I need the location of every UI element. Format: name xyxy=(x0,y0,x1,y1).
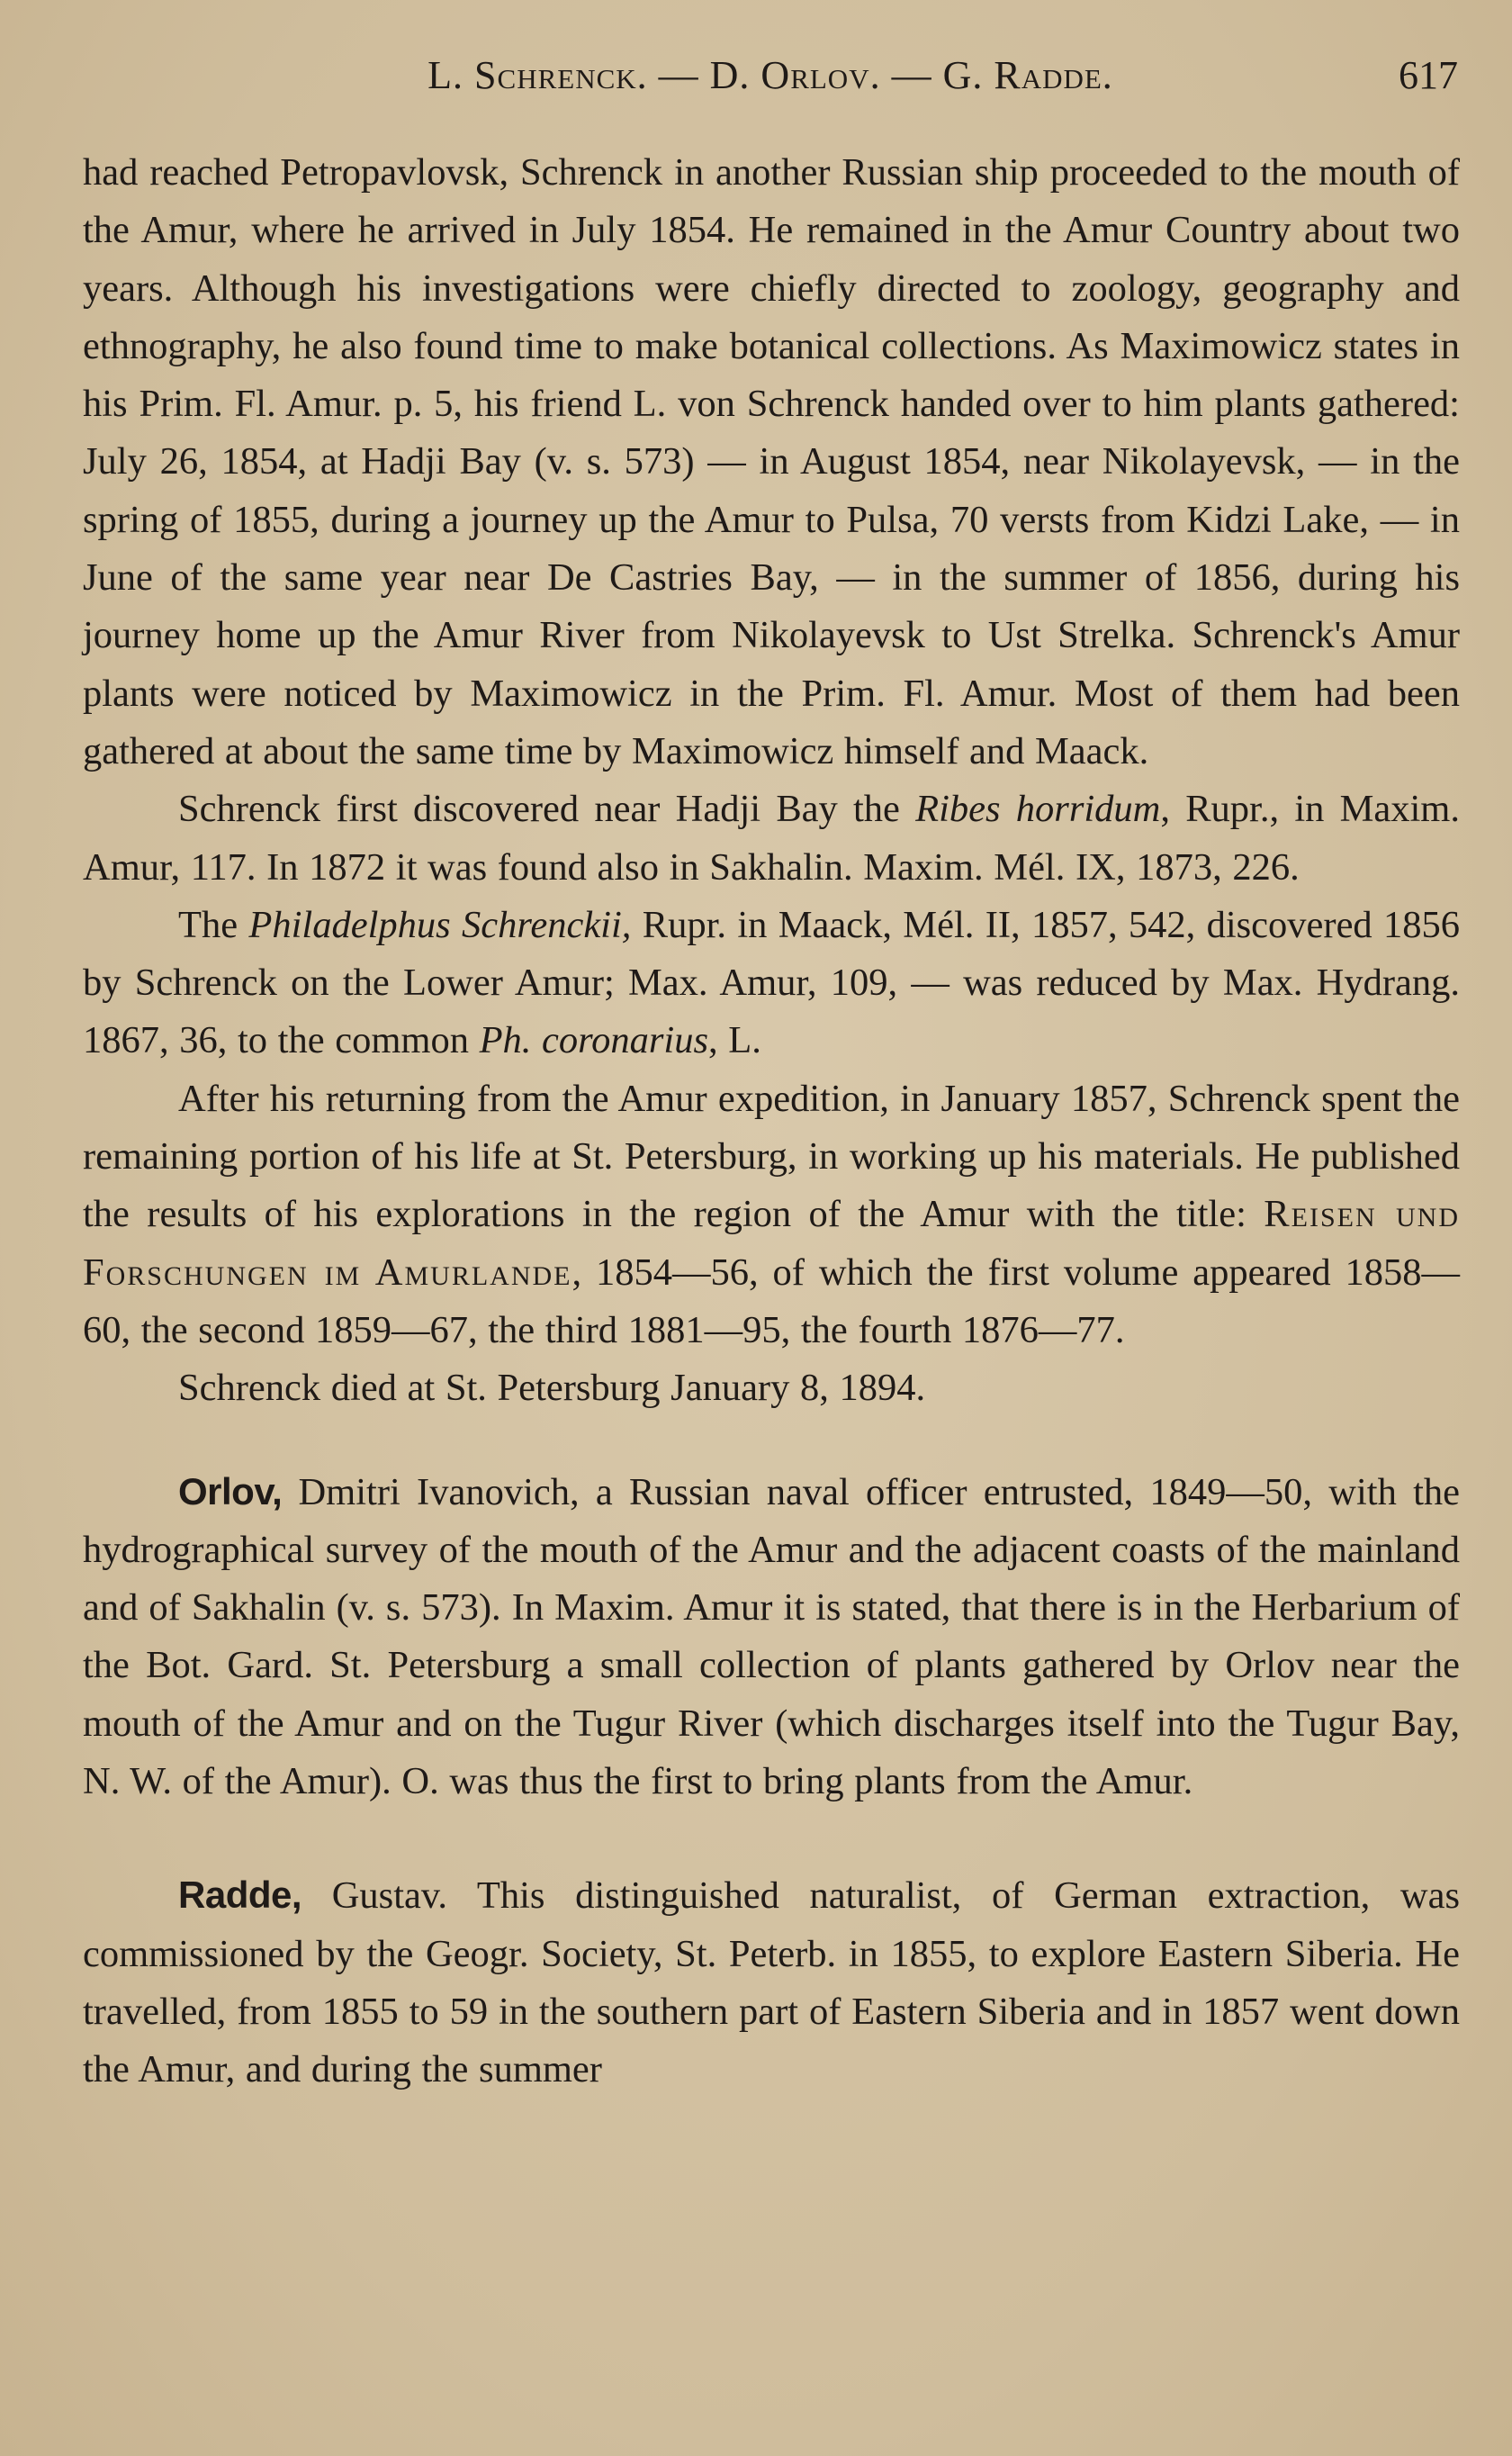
paragraph-philadelphus xyxy=(83,897,1460,1070)
paragraph-text: , L. xyxy=(708,1019,761,1062)
entry-text: Dmitri Ivanovich, a Russian naval officer entrusted, 1849—50, with the hydrographical survey of the mouth of the Amur and the adjacent coasts of the mainland and of Sakhalin (v. s. 573). In Maxim. Amur it is stated, that there is in the Herbarium of the Bot. Gard. St. Petersburg a small collection of plants gathered by Orlov near the mouth of the Amur and on the Tugur River (which discharges itself into the Tugur Bay, N. W. of the Amur). O. was thus the first to bring plants from the Amur. xyxy=(83,1470,1460,1803)
species-name: Ph. coronarius xyxy=(479,1019,709,1062)
paragraph-text: , Rupr., in Maxim. Amur, 117. In 1872 it was found also in Sakhalin. Maxim. Mél. IX, 1873, 226. xyxy=(83,788,1460,889)
paragraph-text: The xyxy=(178,903,249,946)
page-number: 617 xyxy=(1399,53,1458,97)
body-text xyxy=(83,144,1460,2099)
book-title: Reisen und Forschungen im Amurlande xyxy=(83,1193,1460,1294)
species-name: Philadelphus Schrenckii, xyxy=(248,903,632,946)
paragraph-ribes xyxy=(83,781,1460,897)
paragraph-text: , 1854—56, of which the first volume appeared 1858—60, the second 1859—67, the third 1881—95, the fourth 1876—77. xyxy=(83,1251,1460,1351)
paragraph-text: had reached Petropavlovsk, Schrenck in another Russian ship proceeded to the mouth of the Amur, where he arrived in July 1854. He remained in the Amur Country about two years. Although his investigations were chiefly directed to zoology, geography and ethnography, he also found time to make botanical collections. As Maximowicz states in his Prim. Fl. Amur. p. 5, his friend L. von Schrenck handed over to him plants gathered: July 26, 1854, at Hadji Bay (v. s. 573) — in August 1854, near Nikolayevsk, — in the spring of 1855, during a journey up the Amur to Pulsa, 70 versts from Kidzi Lake, — in June of the same year near De Castries Bay, — in the summer of 1856, during his journey home up the Amur River from Nikolayevsk to Ust Strelka. Schrenck's Amur plants were noticed by Maximowicz in the Prim. Fl. Amur. Most of them had been gathered at about the same time by Maximowicz himself and Maack. xyxy=(83,151,1460,772)
paragraph-text: Rupr. in Maack, Mél. II, 1857, 542, discovered 1856 by Schrenck on the Lower Amur; Max. Amur, 109, — was reduced by Max. Hydrang. 1867, 36, to the common xyxy=(83,903,1460,1062)
paragraph-death xyxy=(83,1359,1460,1417)
entry-headword: Orlov, xyxy=(178,1469,283,1512)
paragraph-return xyxy=(83,1070,1460,1359)
entry-text: Gustav. This distinguished naturalist, of German extraction, was commissioned by the Geogr. Society, St. Peterb. in 1855, to explore Eastern Siberia. He travelled, from 1855 to 59 in the southern part of Eastern Siberia and in 1857 went down the Amur, and during the summer xyxy=(83,1874,1460,2091)
entry-radde xyxy=(83,1866,1460,2099)
paragraph-text: Schrenck first discovered near Hadji Bay the xyxy=(178,788,916,831)
entry-headword: Radde, xyxy=(178,1874,302,1917)
paragraph-text: After his returning from the Amur expedition, in January 1857, Schrenck spent the remaining portion of his life at St. Petersburg, in working up his materials. He published the results of his explorations in the region of the Amur with the title: xyxy=(83,1077,1460,1236)
entry-orlov xyxy=(83,1463,1460,1811)
running-head-title: L. Schrenck. — D. Orlov. — G. Radde. xyxy=(428,53,1113,97)
paragraph-text: Schrenck died at St. Petersburg January 8, 1894. xyxy=(178,1367,926,1410)
species-name: Ribes horridum xyxy=(915,788,1161,831)
running-head xyxy=(83,52,1458,106)
paragraph-schrenck-amur xyxy=(83,144,1460,781)
